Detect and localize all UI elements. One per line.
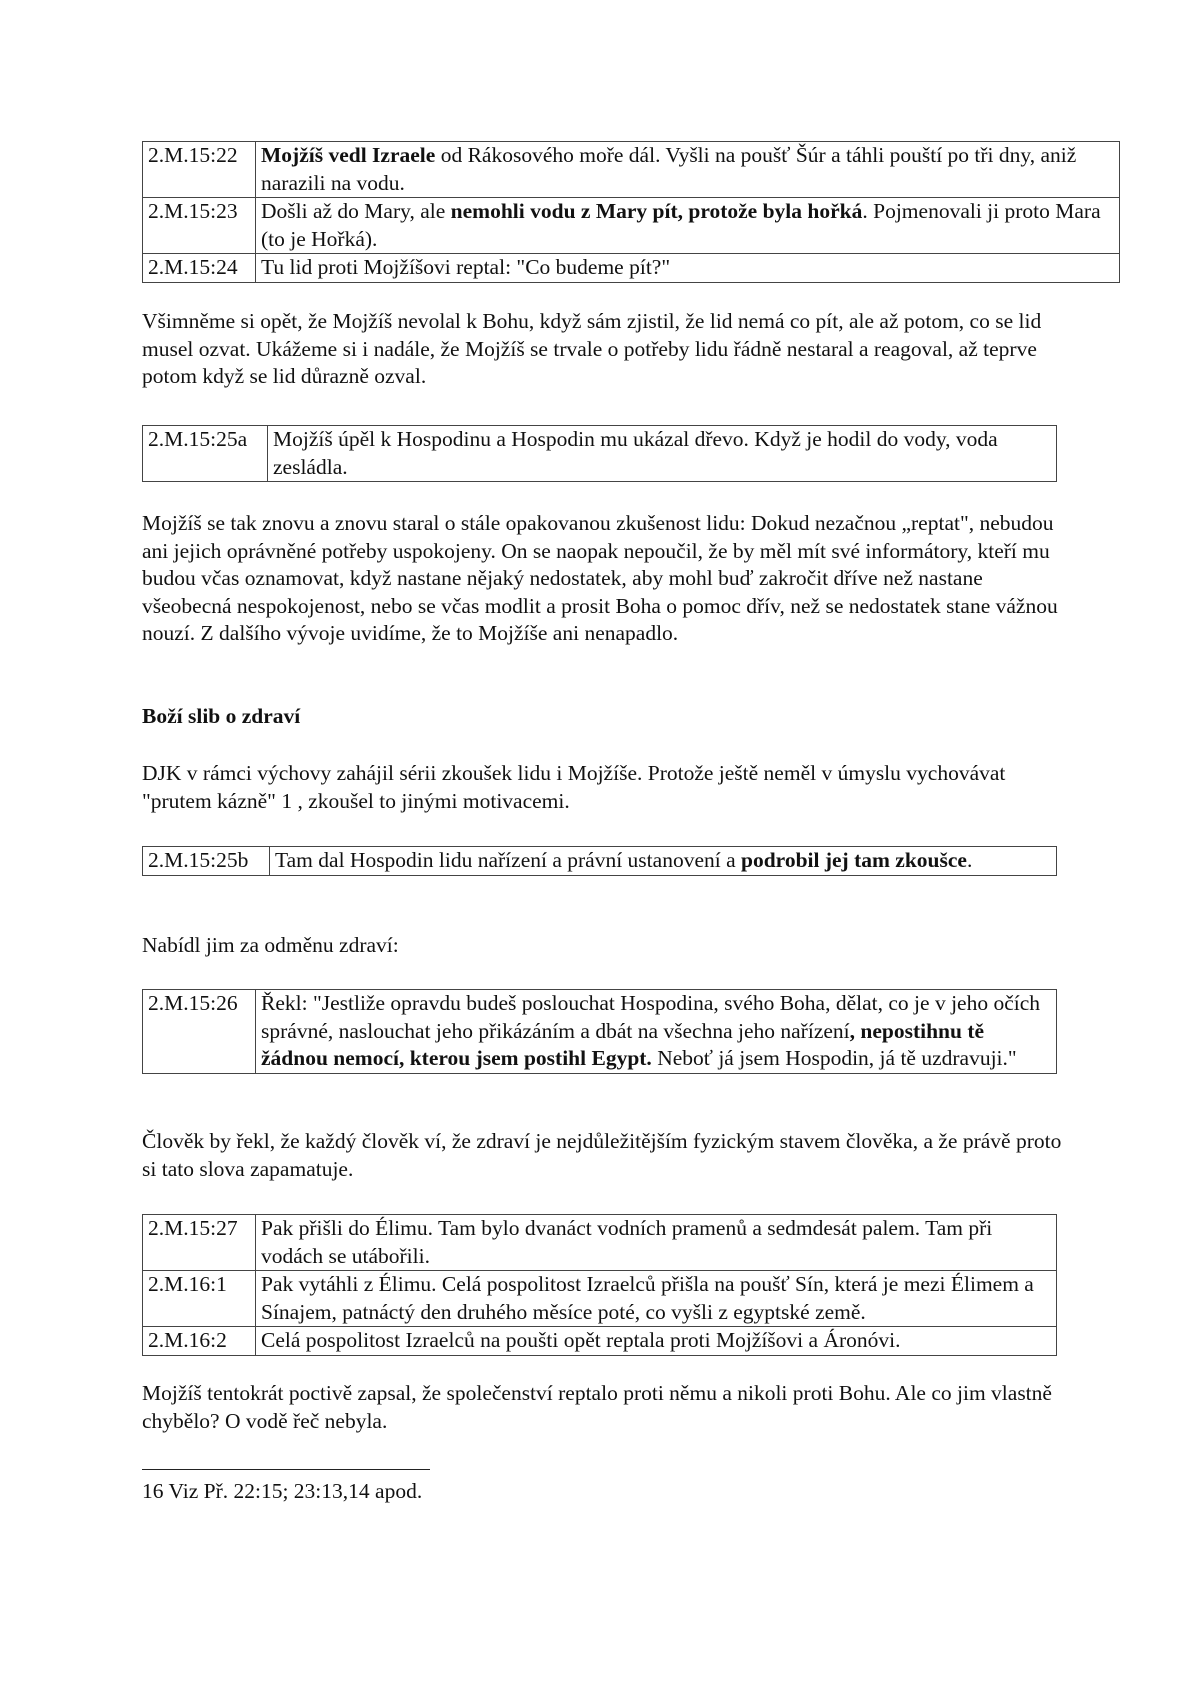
text-run: Řekl: "Jestliže opravdu budeš poslouchat Hospodina, svého Boha, dělat, co je v jeho očích správné, naslouchat jeho přikázáním a dbát na všechna jeho nařízení (261, 991, 1041, 1043)
verse-table-4 (142, 989, 1057, 1074)
verse-text (268, 426, 1057, 482)
paragraph: Nabídl jim za odměnu zdraví: (142, 933, 399, 957)
verse-table-3 (142, 846, 1057, 876)
verse-reference: 2.M.15:25b (143, 847, 270, 876)
bold-text-run: Mojžíš vedl Izraele (261, 143, 436, 167)
table-row (143, 990, 1057, 1074)
table-row (143, 142, 1120, 198)
verse-text (256, 1215, 1057, 1271)
text-run: . Pojmenovali ji proto Mara (to je Hořká). (261, 199, 1101, 251)
bold-text-run: , nepostihnu tě žádnou nemocí, kterou jsem postihl Egypt. (261, 1018, 985, 1070)
table-row (143, 254, 1120, 283)
bold-text-run: nemohli vodu z Mary pít, protože byla hořká (450, 199, 863, 223)
verse-text (270, 847, 1057, 876)
table-row (143, 1271, 1057, 1327)
verse-reference: 2.M.15:23 (143, 198, 256, 254)
text-run: . (966, 848, 973, 872)
paragraph: Mojžíš tentokrát poctivě zapsal, že společenství reptalo proti němu a nikoli proti Bohu. Ale co jim vlastně chybělo? O vodě řeč nebyla. (142, 1381, 1052, 1433)
verse-reference: 2.M.15:24 (143, 254, 256, 283)
text-run: od Rákosového moře dál. Vyšli na poušť Šúr a táhli pouští po tři dny, aniž narazili na vodu. (261, 143, 1077, 195)
verse-reference: 2.M.16:1 (143, 1271, 256, 1327)
verse-reference: 2.M.15:22 (143, 142, 256, 198)
paragraph: Člověk by řekl, že každý člověk ví, že zdraví je nejdůležitějším fyzickým stavem člověka, a že právě proto si tato slova zapamatuje. (142, 1129, 1062, 1181)
verse-reference: 2.M.15:25a (143, 426, 268, 482)
verse-reference: 2.M.15:26 (143, 990, 256, 1074)
paragraph: Všimněme si opět, že Mojžíš nevolal k Bohu, když sám zjistil, že lid nemá co pít, ale až potom, co se lid musel ozvat. Ukážeme si i nadále, že Mojžíš se trvale o potřeby lidu řádně nestaral a reagoval, až teprve potom když se lid důrazně ozval. (142, 309, 1042, 388)
table-row (143, 1215, 1057, 1271)
table-row (143, 426, 1057, 482)
verse-reference: 2.M.16:2 (143, 1327, 256, 1356)
paragraph: Mojžíš se tak znovu a znovu staral o stále opakovanou zkušenost lidu: Dokud nezačnou „reptat", nebudou ani jejich oprávněné potřeby uspokojeny. On se naopak nepoučil, že by měl mít své informátory, kteří mu budou včas oznamovat, když nastane nějaký nedostatek, aby mohl buď zakročit dříve než nastane všeobecná nespokojenost, nebo se včas modlit a prosit Boha o pomoc dřív, než se nedostatek stane vážnou nouzí. Z dalšího vývoje uvidíme, že to Mojžíše ani nenapadlo. (142, 511, 1058, 645)
text-run: Tam dal Hospodin lidu nařízení a právní ustanovení a (275, 848, 741, 872)
verse-text (256, 198, 1120, 254)
verse-table-1 (142, 141, 1120, 283)
verse-reference: 2.M.15:27 (143, 1215, 256, 1271)
text-run: Pak vytáhli z Élimu. Celá pospolitost Izraelců přišla na poušť Sín, která je mezi Élimem a Sínajem, patnáctý den druhého měsíce poté, co vyšli z egyptské země. (261, 1272, 1034, 1324)
bold-text-run: podrobil jej tam zkoušce (741, 848, 967, 872)
verse-table-2 (142, 425, 1057, 482)
text-run: Došli až do Mary, ale (261, 199, 451, 223)
text-run: Pak přišli do Élimu. Tam bylo dvanáct vodních pramenů a sedmdesát palem. Tam při vodách se utábořili. (261, 1216, 993, 1268)
text-run: Mojžíš úpěl k Hospodinu a Hospodin mu ukázal dřevo. Když je hodil do vody, voda zesládla. (273, 427, 998, 479)
verse-text (256, 1271, 1057, 1327)
section-heading: Boží slib o zdraví (142, 704, 301, 728)
footnote-separator (142, 1469, 430, 1470)
verse-table-5 (142, 1214, 1057, 1356)
table-row (143, 847, 1057, 876)
verse-text (256, 254, 1120, 283)
text-run: Celá pospolitost Izraelců na poušti opět reptala proti Mojžíšovi a Áronóvi. (261, 1328, 901, 1352)
verse-text (256, 990, 1057, 1074)
footnote: 16 Viz Př. 22:15; 23:13,14 apod. (142, 1479, 423, 1503)
table-row (143, 198, 1120, 254)
table-row (143, 1327, 1057, 1356)
text-run: Neboť já jsem Hospodin, já tě uzdravuji." (651, 1046, 1017, 1070)
verse-text (256, 142, 1120, 198)
verse-text (256, 1327, 1057, 1356)
paragraph: DJK v rámci výchovy zahájil sérii zkoušek lidu i Mojžíše. Protože ještě neměl v úmyslu vychovávat "prutem kázně" 1 , zkoušel to jinými motivacemi. (142, 761, 1006, 813)
text-run: Tu lid proti Mojžíšovi reptal: "Co budeme pít?" (261, 255, 671, 279)
